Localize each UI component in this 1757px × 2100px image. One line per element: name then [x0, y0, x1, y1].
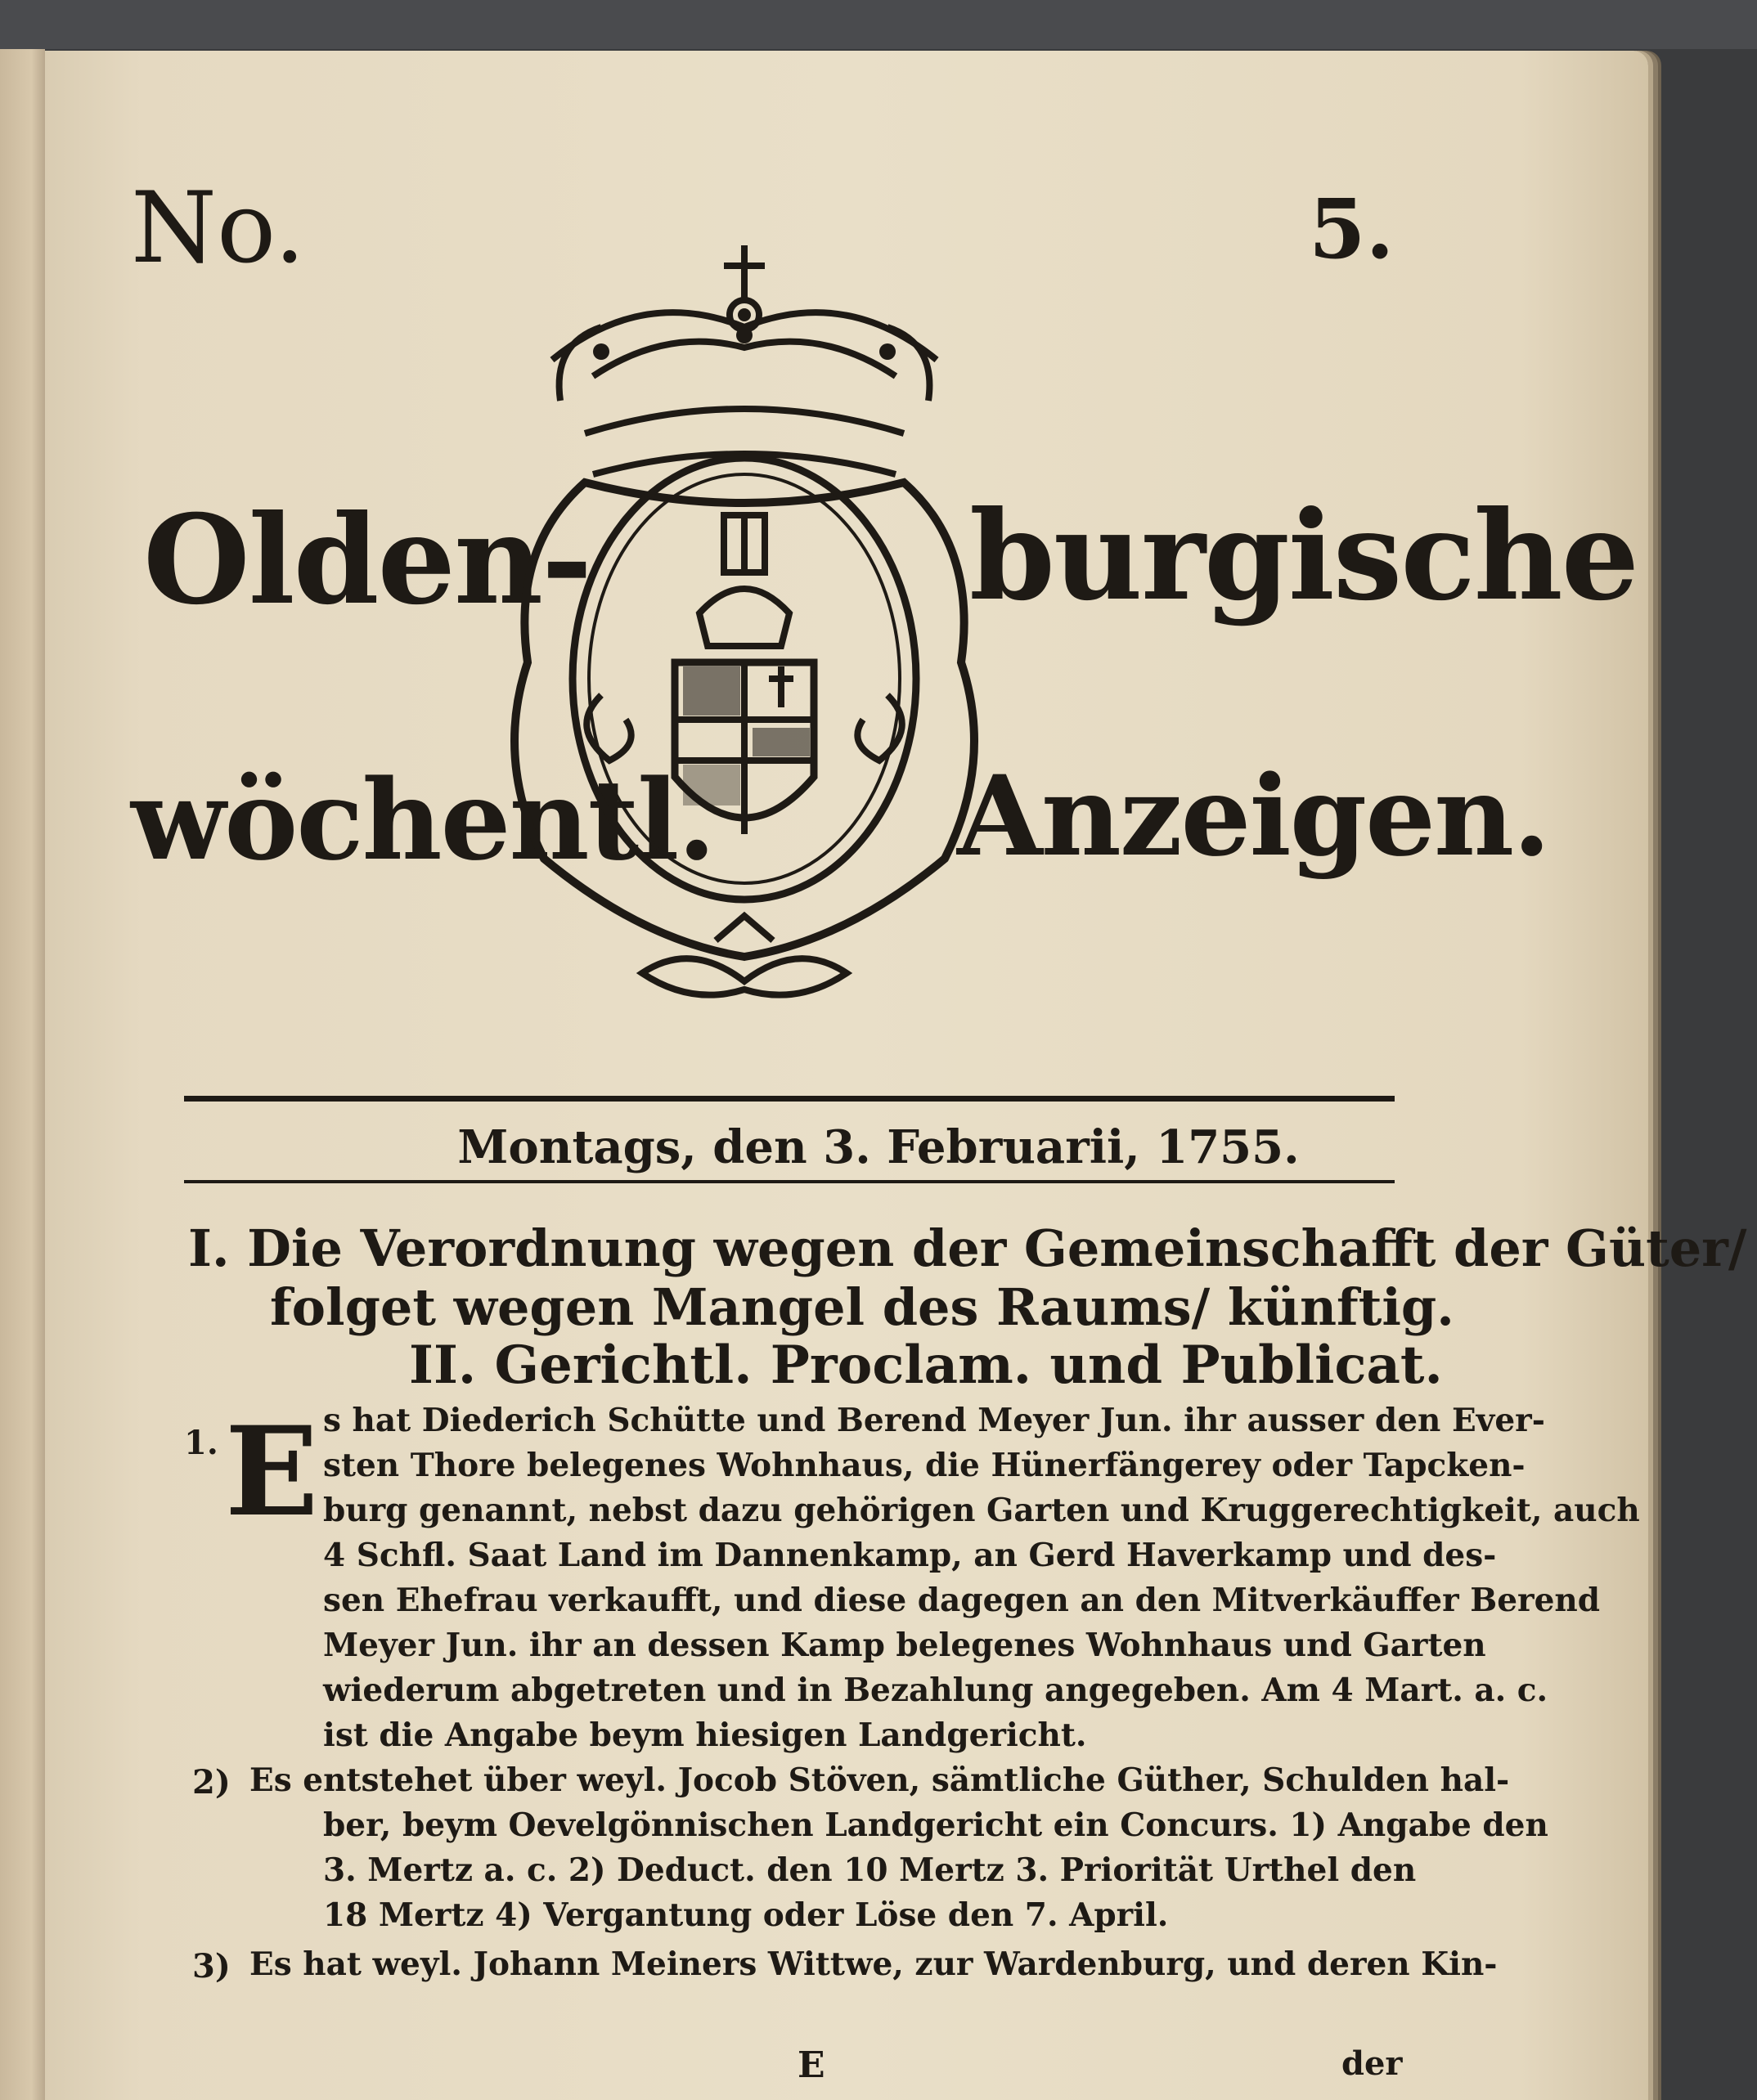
- header-rule-top: [184, 1096, 1395, 1102]
- item-1-line-7: wiederum abgetreten und in Bezahlung angegeben. Am 4 Mart. a. c.: [323, 1671, 1548, 1709]
- notice-heading-1-cont: folget wegen Mangel des Raums/ künftig.: [270, 1277, 1454, 1337]
- signature-mark: E: [798, 2044, 825, 2086]
- item-1-line-5: sen Ehefrau verkaufft, und diese dagegen an den Mitverkäuffer Berend: [323, 1582, 1601, 1619]
- item-2-number: 2): [192, 1763, 231, 1802]
- issue-number-label: No.: [131, 172, 306, 285]
- item-2-line-3: 3. Mertz a. c. 2) Deduct. den 10 Mertz 3. Priorität Urthel den: [323, 1851, 1417, 1889]
- title-word-burgische: burgische: [969, 484, 1638, 628]
- title-word-woechentl: wöchentl.: [131, 755, 715, 885]
- item-2-line-4: 18 Mertz 4) Vergantung oder Löse den 7. April.: [323, 1896, 1169, 1934]
- scanner-background: [0, 0, 1757, 49]
- item-1-line-3: burg genannt, nebst dazu gehörigen Garten und Kruggerechtigkeit, auch: [323, 1492, 1640, 1529]
- item-1-number: 1.: [184, 1424, 218, 1462]
- item-1-dropcap: E: [225, 1400, 319, 1544]
- item-1-line-4: 4 Schfl. Saat Land im Dannenkamp, an Gerd Haverkamp und des-: [323, 1537, 1497, 1574]
- item-1-line-6: Meyer Jun. ihr an dessen Kamp belegenes Wohnhaus und Garten: [323, 1627, 1486, 1664]
- item-1-line-2: sten Thore belegenes Wohnhaus, die Hünerfängerey oder Tapcken-: [323, 1447, 1526, 1484]
- item-2-line-2: ber, beym Oevelgönnischen Landgericht ein Concurs. 1) Angabe den: [323, 1806, 1548, 1844]
- notice-heading-1: I. Die Verordnung wegen der Gemeinschafft der Güter/: [188, 1218, 1747, 1278]
- coat-of-arms-icon: [479, 237, 1010, 1014]
- header-rule-bottom: [184, 1180, 1395, 1183]
- catchword: der: [1341, 2044, 1403, 2083]
- issue-date: Montags, den 3. Februarii, 1755.: [457, 1120, 1300, 1174]
- item-1-line-1: s hat Diederich Schütte und Berend Meyer Jun. ihr ausser den Ever-: [323, 1402, 1545, 1439]
- section-heading-2: II. Gerichtl. Proclam. und Publicat.: [409, 1335, 1443, 1396]
- title-word-anzeigen: Anzeigen.: [957, 751, 1550, 881]
- title-word-olden: Olden-: [143, 488, 591, 632]
- item-1-line-8: ist die Angabe beym hiesigen Landgericht.: [323, 1716, 1087, 1754]
- item-3-line-1: Es hat weyl. Johann Meiners Wittwe, zur Wardenburg, und deren Kin-: [249, 1945, 1498, 1983]
- issue-number: 5.: [1309, 181, 1395, 277]
- item-3-number: 3): [192, 1947, 231, 1986]
- item-2-line-1: Es entstehet über weyl. Jocob Stöven, sämtliche Güther, Schulden hal-: [249, 1761, 1510, 1799]
- facing-page-edge: [0, 49, 45, 2100]
